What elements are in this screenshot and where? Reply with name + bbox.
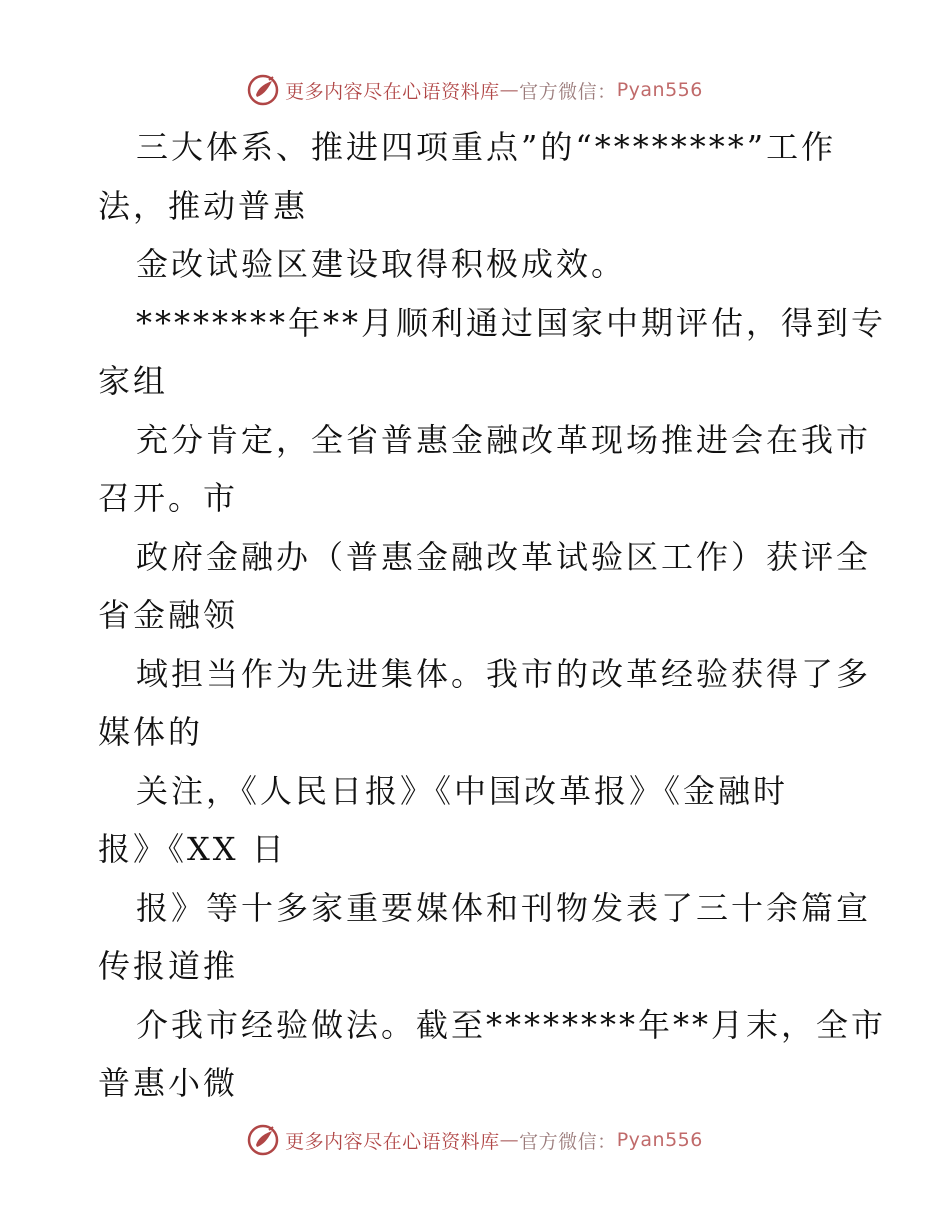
- body-line: 金改试验区建设取得积极成效。: [136, 245, 627, 283]
- body-line: 关注，《人民日报》《中国改革报》《金融时: [136, 771, 789, 810]
- body-line: 法，推动普惠: [98, 186, 309, 225]
- body-line: 域担当作为先进集体。我市的改革经验获得了多: [136, 654, 872, 693]
- body-line: 三大体系、推进四项重点”的“********”工作: [136, 128, 837, 166]
- body-line: 介我市经验做法。截至********年**月末，全市: [136, 1005, 887, 1044]
- header-separator: —: [499, 79, 520, 101]
- footer-banner: [0, 1120, 950, 1160]
- body-line: ********年**月顺利通过国家中期评估，得到专: [136, 303, 887, 342]
- body-line: 充分肯定，全省普惠金融改革现场推进会在我市: [136, 420, 872, 459]
- footer-separator: —: [499, 1129, 520, 1151]
- body-line: 报》《XX 日: [98, 830, 287, 868]
- footer-promo-text: 更多内容尽在心语资料库: [285, 1130, 500, 1153]
- body-line: 召开。市: [98, 479, 239, 517]
- document-body: [98, 118, 887, 1113]
- header-wechat-label: 官方微信：: [519, 80, 617, 103]
- body-line: 报》等十多家重要媒体和刊物发表了三十余篇宣: [136, 888, 872, 927]
- chili-logo-icon: [247, 1124, 279, 1156]
- header-promo-text: 更多内容尽在心语资料库: [285, 80, 500, 103]
- body-line: 普惠小微: [98, 1064, 239, 1102]
- header-wechat-id: Pyan556: [616, 79, 703, 101]
- body-line: 传报道推: [98, 947, 239, 985]
- body-line: 省金融领: [98, 596, 239, 634]
- body-line: 媒体的: [98, 713, 204, 751]
- footer-wechat-label: 官方微信：: [519, 1130, 617, 1153]
- body-line: 政府金融办（普惠金融改革试验区工作）获评全: [136, 537, 872, 576]
- chili-logo-icon: [247, 74, 279, 106]
- body-line: 家组: [98, 362, 169, 400]
- footer-wechat-id: Pyan556: [616, 1129, 703, 1151]
- header-banner: [0, 70, 950, 110]
